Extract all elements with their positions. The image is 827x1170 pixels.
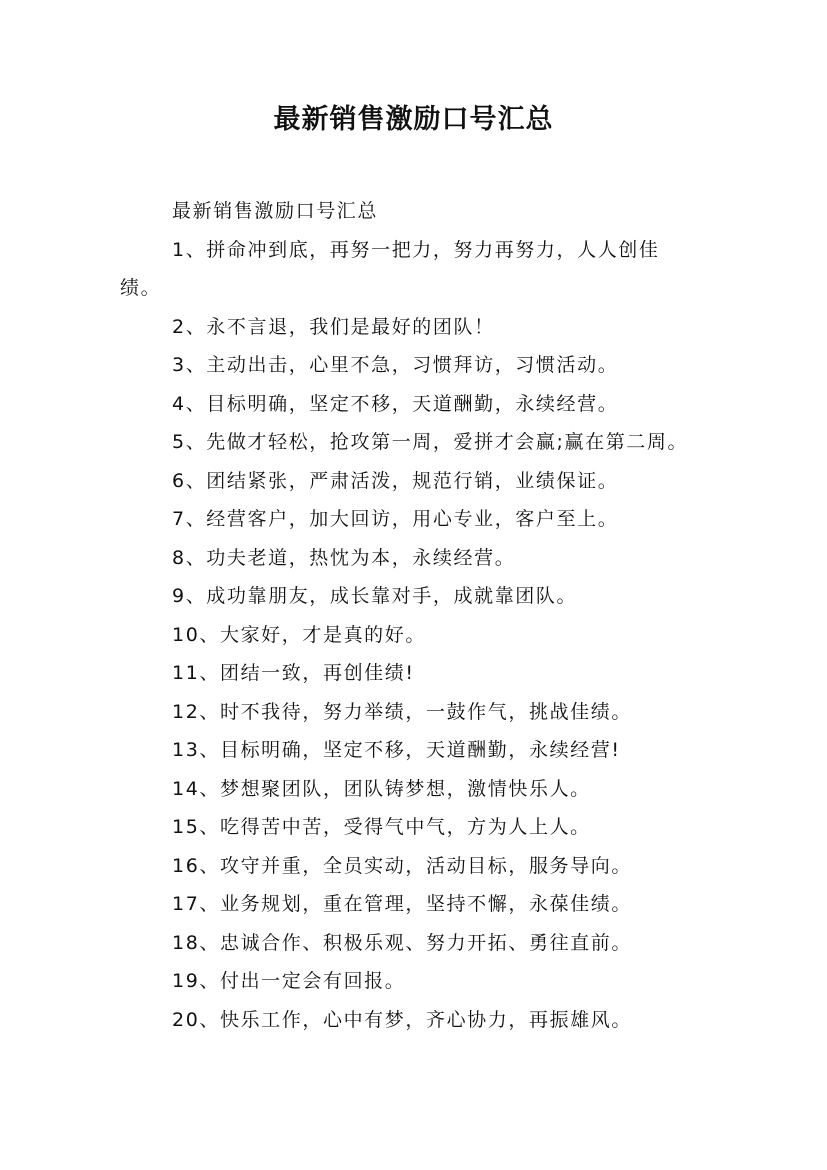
slogan-item-10: 10、大家好，才是真的好。 xyxy=(172,623,426,646)
slogan-item-5: 5、先做才轻松，抢攻第一周，爱拼才会赢;赢在第二周。 xyxy=(172,431,689,453)
slogan-item-7: 7、经营客户，加大回访，用心专业，客户至上。 xyxy=(172,508,619,530)
document-body xyxy=(120,192,718,1039)
slogan-text: 1、拼命冲到底，再努一把力，努力再努力，人人创佳 xyxy=(172,238,660,261)
document-title: 最新销售激励口号汇总 xyxy=(273,104,554,135)
slogan-item-16: 16、攻守并重，全员实动，活动目标，服务导向。 xyxy=(172,854,632,877)
slogan-item-15: 15、吃得苦中苦，受得气中气，方为人上人。 xyxy=(172,816,591,838)
slogan-item-17: 17、业务规划，重在管理，坚持不懈，永葆佳绩。 xyxy=(172,893,632,915)
slogan-item-1 xyxy=(120,231,718,308)
slogan-text-continued: 绩。 xyxy=(120,277,162,299)
slogan-item-12: 12、时不我待，努力举绩，一鼓作气，挑战佳绩。 xyxy=(172,700,632,723)
slogan-item-20: 20、快乐工作，心中有梦，齐心协力，再振雄风。 xyxy=(172,1008,632,1031)
slogan-item-11: 11、团结一致，再创佳绩! xyxy=(172,662,415,684)
slogan-item-6: 6、团结紧张，严肃活泼，规范行销，业绩保证。 xyxy=(172,469,619,492)
slogan-item-2: 2、永不言退，我们是最好的团队！ xyxy=(172,315,495,338)
slogan-item-8: 8、功夫老道，热忱为本，永续经营。 xyxy=(172,546,516,569)
slogan-item-18: 18、忠诚合作、积极乐观、努力开拓、勇往直前。 xyxy=(172,931,632,954)
slogan-item-19: 19、付出一定会有回报。 xyxy=(172,970,406,992)
slogan-item-4: 4、目标明确，坚定不移，天道酬勤，永续经营。 xyxy=(172,392,619,415)
slogan-item-3: 3、主动出击，心里不急，习惯拜访，习惯活动。 xyxy=(172,354,619,376)
document-subtitle: 最新销售激励口号汇总 xyxy=(172,200,379,222)
slogan-item-13: 13、目标明确，坚定不移，天道酬勤，永续经营! xyxy=(172,739,621,761)
slogan-item-14: 14、梦想聚团队，团队铸梦想，激情快乐人。 xyxy=(172,777,591,800)
slogan-item-9: 9、成功靠朋友，成长靠对手，成就靠团队。 xyxy=(172,585,578,607)
